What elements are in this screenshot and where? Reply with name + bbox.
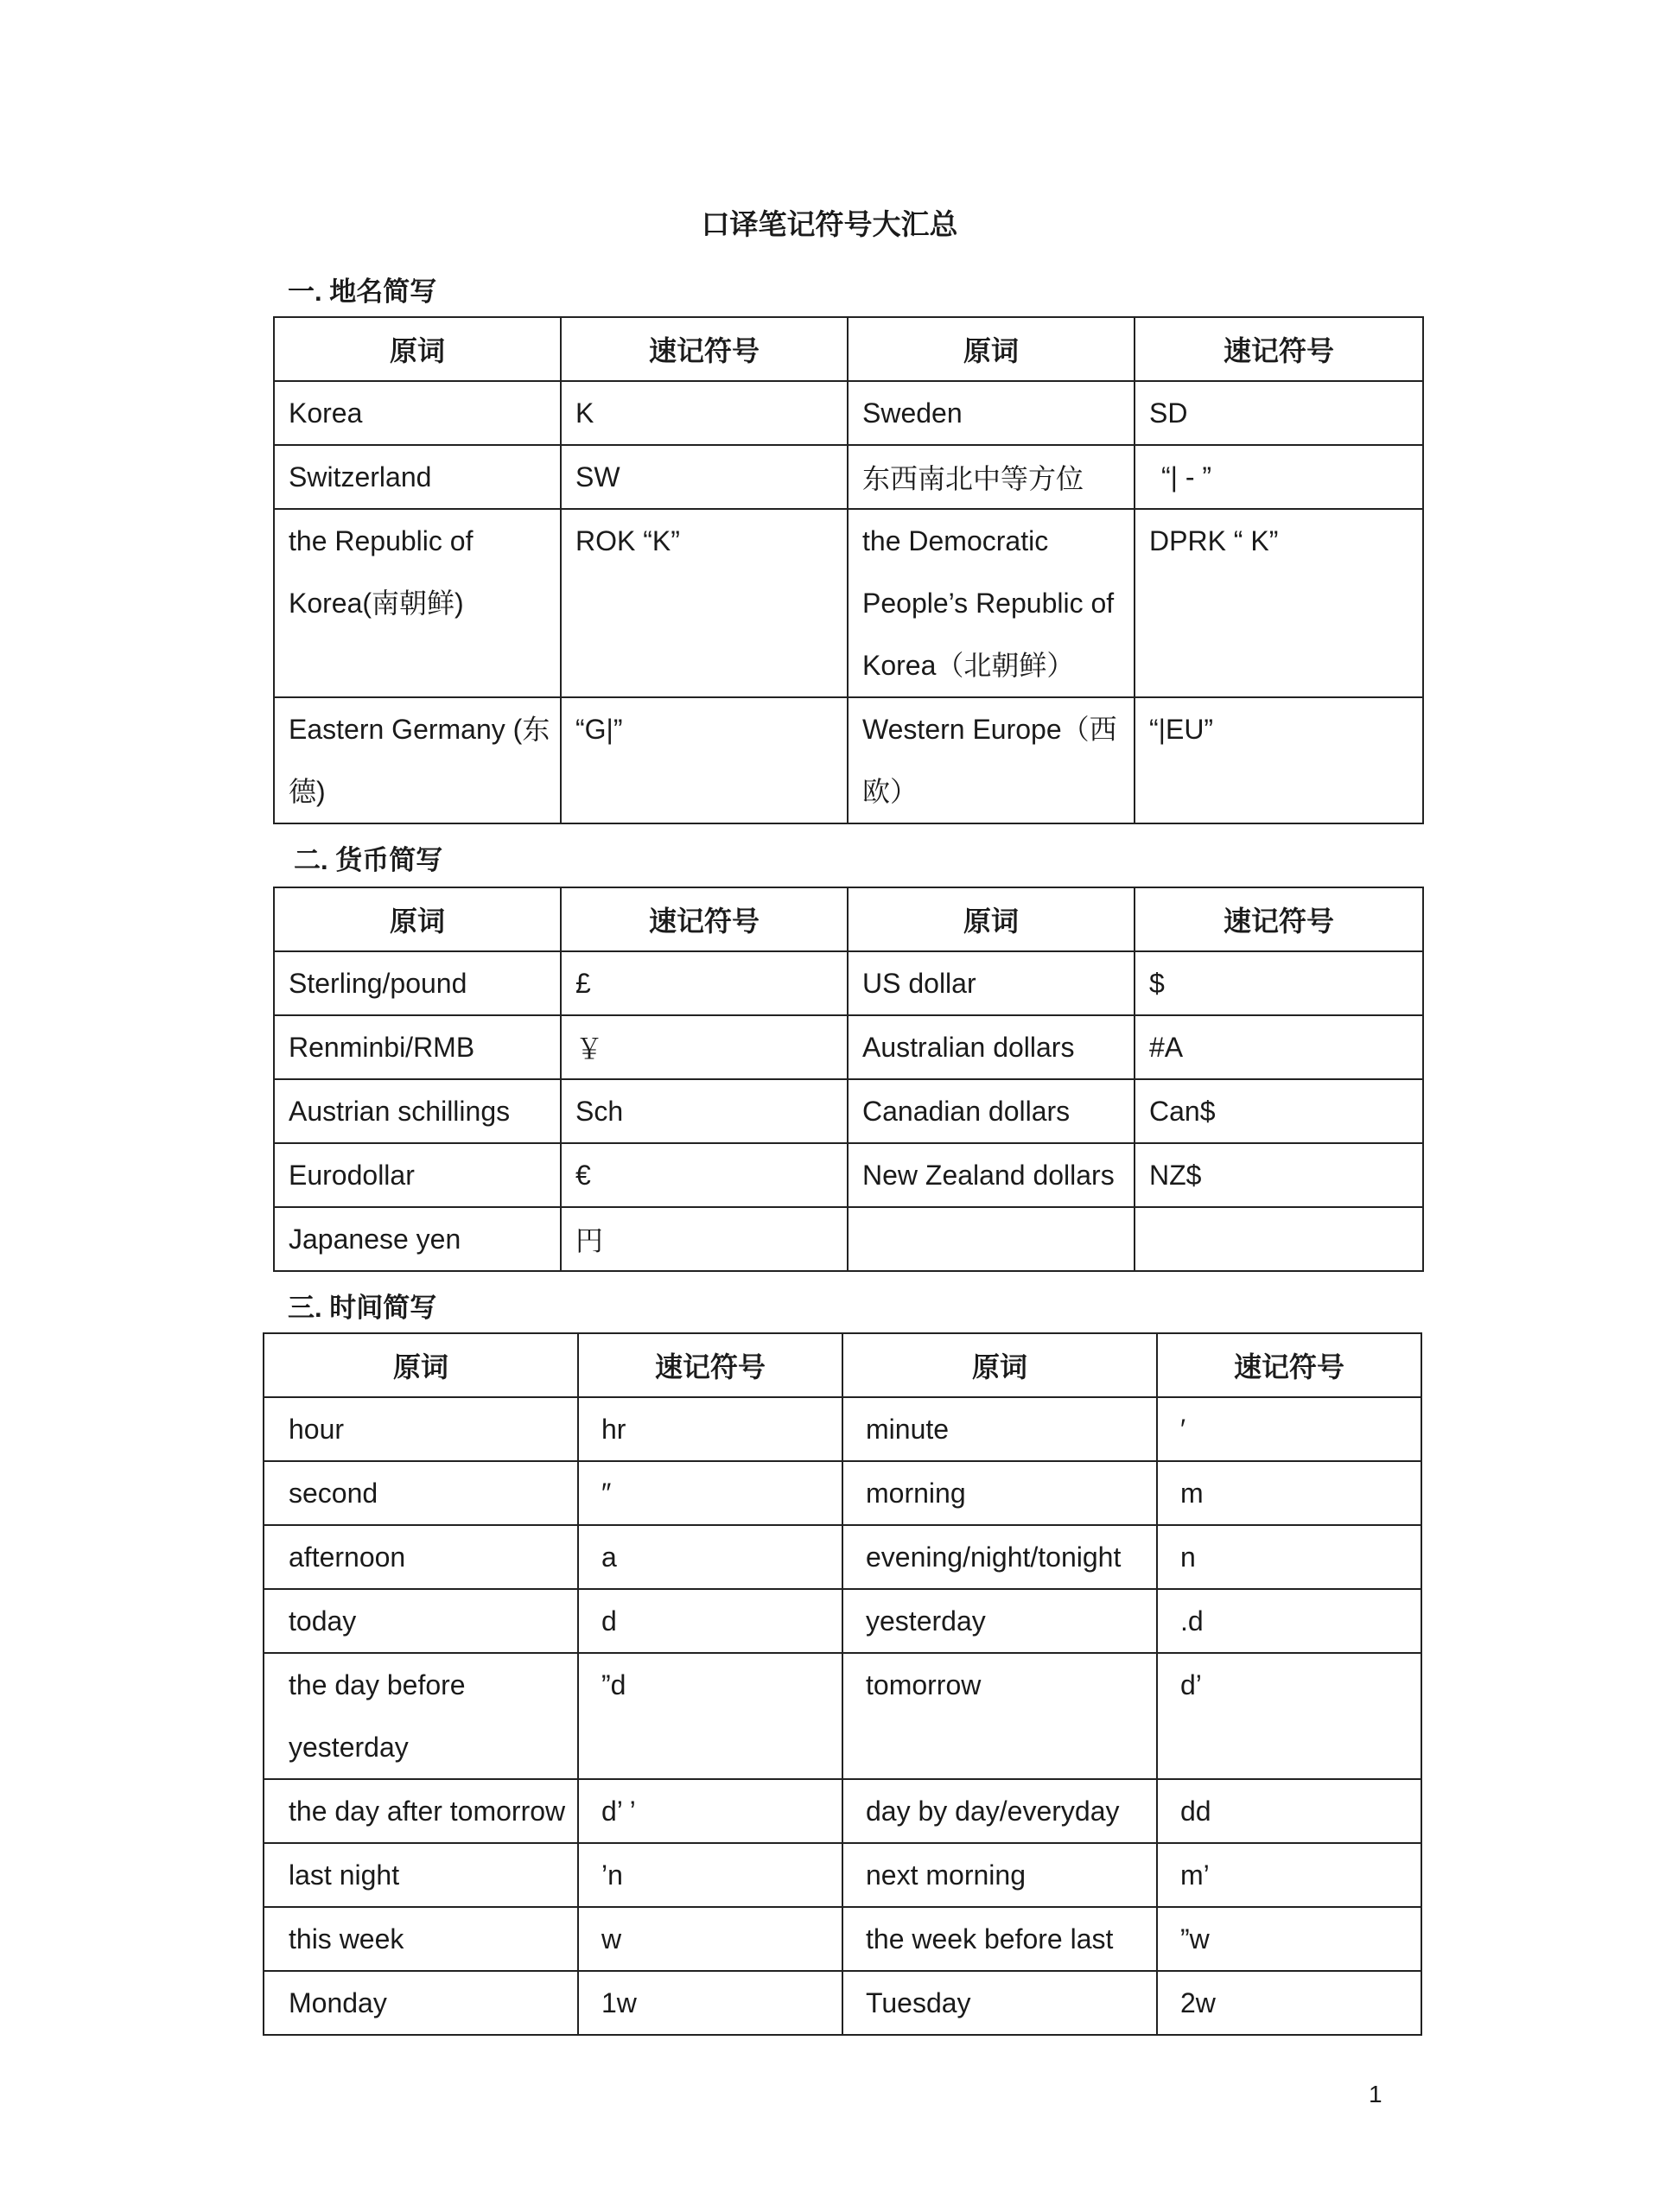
table-cell: “G|” (561, 697, 848, 823)
table-header-row (274, 317, 1423, 381)
header-cell: 速记符号 (561, 317, 848, 381)
table-row (274, 697, 1423, 823)
table-header-row (274, 887, 1423, 951)
table-cell: Eastern Germany (东德) (274, 697, 561, 823)
table-cell: this week (264, 1907, 578, 1971)
table-row (274, 951, 1423, 1015)
table-cell: d’ (1157, 1653, 1421, 1779)
table-cell: d (578, 1589, 842, 1653)
table-cell: € (561, 1143, 848, 1207)
table-cell: ″ (578, 1461, 842, 1525)
table-cell: £ (561, 951, 848, 1015)
table-cell: NZ$ (1135, 1143, 1423, 1207)
table-row (274, 509, 1423, 697)
table-cell: the week before last (842, 1907, 1157, 1971)
header-cell: 原词 (848, 887, 1135, 951)
table-row (264, 1971, 1421, 2035)
table-row (264, 1779, 1421, 1843)
table-cell: Sterling/pound (274, 951, 561, 1015)
table-cell: K (561, 381, 848, 445)
table-cell: the day before yesterday (264, 1653, 578, 1779)
table-cell: Switzerland (274, 445, 561, 509)
header-cell: 速记符号 (1135, 887, 1423, 951)
table-cell: ”w (1157, 1907, 1421, 1971)
table-cell: yesterday (842, 1589, 1157, 1653)
table-cell: “| - ” (1135, 445, 1423, 509)
table-cell: n (1157, 1525, 1421, 1589)
table-cell: evening/night/tonight (842, 1525, 1157, 1589)
page-number: 1 (1369, 2081, 1382, 2107)
table-row (264, 1461, 1421, 1525)
table-cell: #A (1135, 1015, 1423, 1079)
table-cell: Eurodollar (274, 1143, 561, 1207)
table-row (274, 1207, 1423, 1271)
table-cell: 1w (578, 1971, 842, 2035)
table-cell: Sweden (848, 381, 1135, 445)
table-cell: hour (264, 1397, 578, 1461)
table-row (264, 1843, 1421, 1907)
table-cell: second (264, 1461, 578, 1525)
table-cell: US dollar (848, 951, 1135, 1015)
table-cell: the day after tomorrow (264, 1779, 578, 1843)
table-cell: Canadian dollars (848, 1079, 1135, 1143)
table-cell: day by day/everyday (842, 1779, 1157, 1843)
table-cell: 2w (1157, 1971, 1421, 2035)
table-cell: Tuesday (842, 1971, 1157, 2035)
table-cell: the Democratic People’s Republic of Korea（北朝鲜） (848, 509, 1135, 697)
table-cell: Austrian schillings (274, 1079, 561, 1143)
table-cell: next morning (842, 1843, 1157, 1907)
table-cell: DPRK “ K” (1135, 509, 1423, 697)
table-row (264, 1397, 1421, 1461)
header-cell: 速记符号 (561, 887, 848, 951)
table-cell (1135, 1207, 1423, 1271)
table-cell: hr (578, 1397, 842, 1461)
header-cell: 原词 (264, 1333, 578, 1397)
table-row (274, 1079, 1423, 1143)
table-row (274, 1015, 1423, 1079)
table-cell: Sch (561, 1079, 848, 1143)
document-title: 口译笔记符号大汇总 (701, 208, 958, 240)
table-cell: last night (264, 1843, 578, 1907)
table-row (264, 1653, 1421, 1779)
table-cell: tomorrow (842, 1653, 1157, 1779)
header-cell: 原词 (274, 887, 561, 951)
header-cell: 原词 (848, 317, 1135, 381)
section-heading-place-names: 一. 地名简写 (288, 276, 437, 307)
table-row (264, 1525, 1421, 1589)
table-cell: today (264, 1589, 578, 1653)
table-cell: Can$ (1135, 1079, 1423, 1143)
header-cell: 速记符号 (578, 1333, 842, 1397)
table-cell: w (578, 1907, 842, 1971)
table-cell: 円 (561, 1207, 848, 1271)
table-header-row (264, 1333, 1421, 1397)
section-heading-time: 三. 时间简写 (288, 1293, 437, 1323)
table-cell: m’ (1157, 1843, 1421, 1907)
header-cell: 原词 (842, 1333, 1157, 1397)
table-cell: afternoon (264, 1525, 578, 1589)
table-cell: m (1157, 1461, 1421, 1525)
table-cell: morning (842, 1461, 1157, 1525)
table-cell: 东西南北中等方位 (848, 445, 1135, 509)
table-cell (848, 1207, 1135, 1271)
table-cell: Renminbi/RMB (274, 1015, 561, 1079)
table-cell: Japanese yen (274, 1207, 561, 1271)
table-cell: “|EU” (1135, 697, 1423, 823)
table-row (274, 445, 1423, 509)
table-cell: SD (1135, 381, 1423, 445)
table-row (264, 1907, 1421, 1971)
place-names-table (273, 316, 1424, 824)
table-cell: Korea (274, 381, 561, 445)
table-cell: SW (561, 445, 848, 509)
header-cell: 速记符号 (1135, 317, 1423, 381)
table-cell: ’n (578, 1843, 842, 1907)
table-cell: ROK “K” (561, 509, 848, 697)
table-cell: d’ ’ (578, 1779, 842, 1843)
table-row (274, 1143, 1423, 1207)
currency-table (273, 887, 1424, 1272)
table-cell: a (578, 1525, 842, 1589)
table-cell: dd (1157, 1779, 1421, 1843)
header-cell: 速记符号 (1157, 1333, 1421, 1397)
table-cell: $ (1135, 951, 1423, 1015)
table-cell: ￥ (561, 1015, 848, 1079)
table-row (264, 1589, 1421, 1653)
table-row (274, 381, 1423, 445)
table-cell: ′ (1157, 1397, 1421, 1461)
table-cell: Australian dollars (848, 1015, 1135, 1079)
section-heading-currency: 二. 货币简写 (294, 845, 443, 875)
time-table (263, 1332, 1422, 2036)
table-cell: Western Europe（西欧） (848, 697, 1135, 823)
table-cell: ”d (578, 1653, 842, 1779)
table-cell: Monday (264, 1971, 578, 2035)
table-cell: the Republic of Korea(南朝鲜) (274, 509, 561, 697)
header-cell: 原词 (274, 317, 561, 381)
table-cell: minute (842, 1397, 1157, 1461)
table-cell: New Zealand dollars (848, 1143, 1135, 1207)
table-cell: .d (1157, 1589, 1421, 1653)
